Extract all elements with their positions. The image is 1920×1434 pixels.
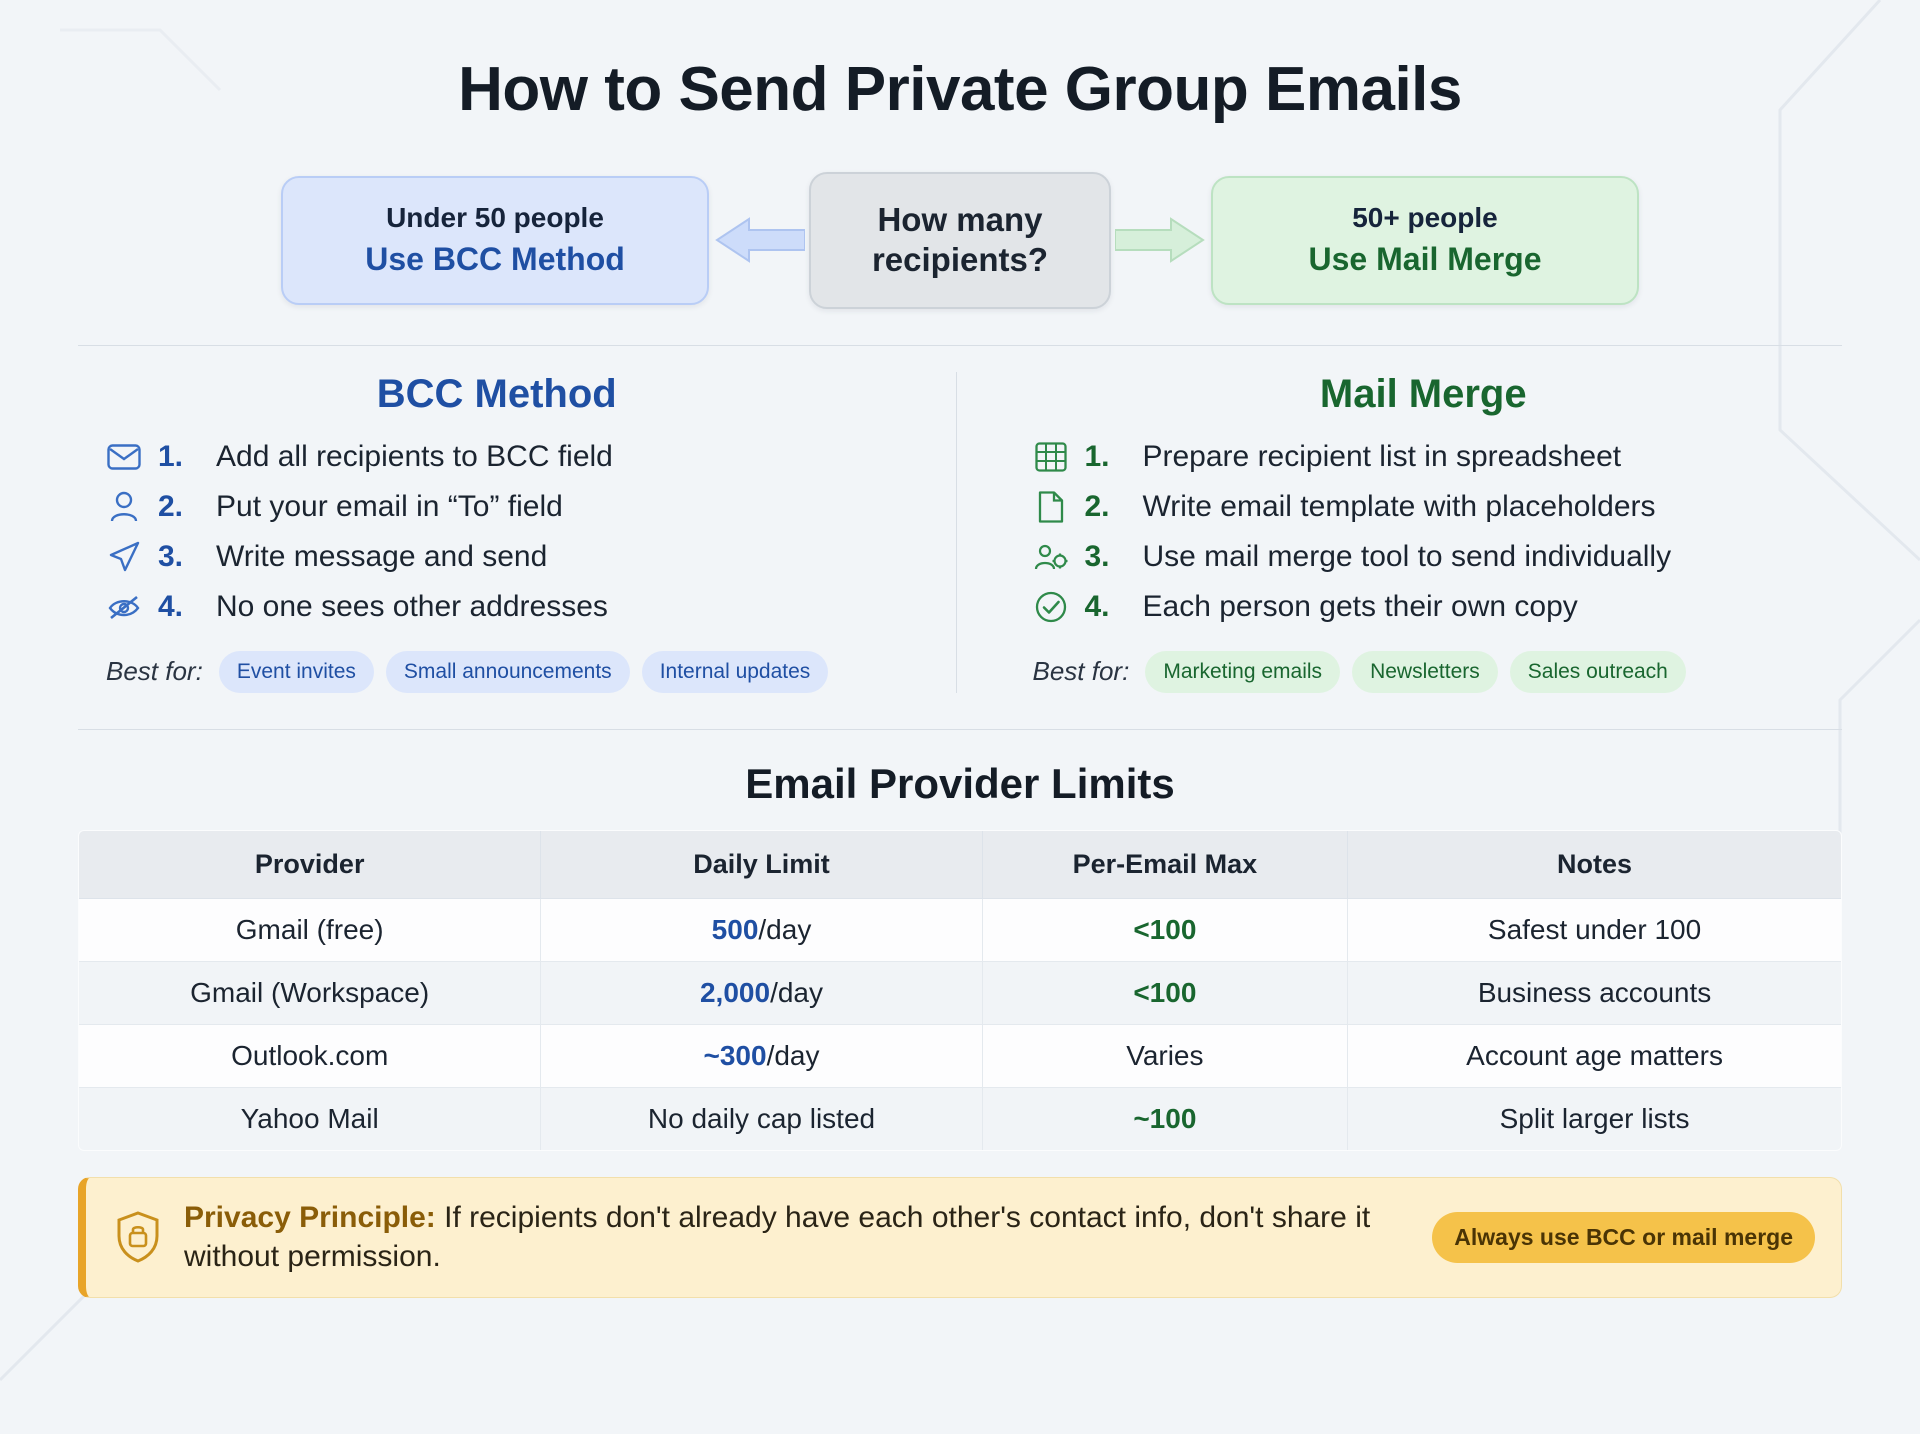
cell-per-email-max — [982, 898, 1347, 961]
method-mailmerge-step-3 — [1005, 539, 1843, 575]
privacy-principle-callout — [78, 1177, 1842, 1298]
envelope-icon — [106, 439, 142, 475]
bestfor-chip: Newsletters — [1352, 651, 1498, 693]
table-row — [79, 961, 1842, 1024]
cell-per-email-max — [982, 961, 1347, 1024]
step-number: 1. — [1084, 439, 1110, 473]
step-number: 3. — [158, 539, 184, 573]
method-mailmerge-step-2 — [1005, 489, 1843, 525]
table-row — [79, 1087, 1842, 1150]
cell-daily-limit — [541, 1087, 982, 1150]
step-text: Use mail merge tool to send individually — [1142, 539, 1672, 573]
daily-suffix: No daily cap listed — [647, 1102, 876, 1134]
bestfor-chip: Event invites — [219, 651, 374, 693]
table-row — [79, 898, 1842, 961]
method-mailmerge-title: Mail Merge — [1319, 371, 1527, 416]
table-header-row — [79, 830, 1842, 898]
method-bcc-step-2 — [78, 489, 916, 525]
method-bcc — [78, 372, 957, 693]
page-title: How to Send Private Group Emails — [458, 55, 1462, 124]
step-text: Write message and send — [216, 539, 548, 573]
cell-provider: Gmail (free) — [79, 898, 541, 961]
bestfor-chip: Small announcements — [386, 651, 630, 693]
decision-bcc-condition: Under 50 people — [386, 202, 604, 234]
callout-text — [184, 1198, 1412, 1277]
decision-question-line2: recipients? — [871, 241, 1049, 279]
bestfor-label: Best for: — [1032, 656, 1130, 687]
bestfor-chip: Marketing emails — [1145, 651, 1340, 693]
per-email-value: ~100 — [1133, 1102, 1197, 1134]
decision-mailmerge-condition: 50+ people — [1352, 202, 1498, 234]
column-header-notes: Notes — [1348, 830, 1842, 898]
per-email-value: <100 — [1133, 976, 1197, 1008]
callout-strong: Privacy Principle: — [184, 1200, 436, 1234]
method-mail-merge — [957, 372, 1843, 693]
cell-daily-limit — [541, 898, 982, 961]
column-header-per-email-max: Per-Email Max — [982, 830, 1347, 898]
cell-daily-limit — [541, 1024, 982, 1087]
send-icon — [106, 539, 142, 575]
step-text: Each person gets their own copy — [1142, 589, 1578, 623]
shield-lock-icon — [112, 1211, 164, 1263]
callout-body: If recipients don't already have each other's contact info, don't share it without permission. — [184, 1200, 1371, 1274]
step-number: 4. — [158, 589, 184, 623]
cell-per-email-max — [982, 1087, 1347, 1150]
cell-daily-limit — [541, 961, 982, 1024]
column-header-daily-limit: Daily Limit — [541, 830, 982, 898]
cell-provider: Yahoo Mail — [79, 1087, 541, 1150]
cell-provider: Gmail (Workspace) — [79, 961, 541, 1024]
cell-provider: Outlook.com — [79, 1024, 541, 1087]
spreadsheet-icon — [1033, 439, 1069, 475]
bestfor-chip: Sales outreach — [1510, 651, 1686, 693]
step-text: No one sees other addresses — [216, 589, 608, 623]
divider-top — [78, 345, 1842, 346]
daily-suffix: /day — [766, 1039, 820, 1071]
step-text: Write email template with placeholders — [1142, 489, 1656, 523]
decision-question-line1: How many — [877, 201, 1043, 239]
daily-suffix: /day — [758, 913, 812, 945]
step-text: Add all recipients to BCC field — [216, 439, 613, 473]
table-row — [79, 1024, 1842, 1087]
step-number: 2. — [158, 489, 184, 523]
email-provider-limits-table — [78, 830, 1842, 1151]
daily-suffix: /day — [770, 976, 823, 1008]
decision-mailmerge-action: Use Mail Merge — [1308, 241, 1542, 278]
cell-notes: Split larger lists — [1348, 1087, 1842, 1150]
bestfor-label: Best for: — [106, 656, 203, 687]
person-icon — [106, 489, 142, 525]
decision-mailmerge-box — [1211, 176, 1639, 305]
per-email-value: <100 — [1133, 913, 1197, 945]
step-number: 3. — [1084, 539, 1110, 573]
cell-notes: Business accounts — [1348, 961, 1842, 1024]
daily-value: 2,000 — [699, 976, 771, 1008]
methods-section — [78, 372, 1842, 693]
method-bcc-step-3 — [78, 539, 916, 575]
daily-value: ~300 — [703, 1039, 767, 1071]
decision-bcc-box — [281, 176, 709, 305]
column-header-provider: Provider — [79, 830, 541, 898]
step-text: Put your email in “To” field — [216, 489, 563, 523]
method-mailmerge-bestfor — [1005, 651, 1843, 693]
decision-flow — [78, 172, 1842, 309]
gear-contacts-icon — [1033, 539, 1069, 575]
check-circle-icon — [1033, 589, 1069, 625]
method-mailmerge-step-1 — [1005, 439, 1843, 475]
method-bcc-title: BCC Method — [376, 371, 617, 416]
cell-per-email-max — [982, 1024, 1347, 1087]
method-bcc-step-1 — [78, 439, 916, 475]
decision-question-box — [809, 172, 1111, 309]
eye-off-icon — [106, 589, 142, 625]
document-icon — [1033, 489, 1069, 525]
method-mailmerge-step-4 — [1005, 589, 1843, 625]
step-number: 2. — [1084, 489, 1110, 523]
step-text: Prepare recipient list in spreadsheet — [1142, 439, 1622, 473]
arrow-right-icon — [1111, 217, 1211, 263]
bestfor-chip: Internal updates — [642, 651, 829, 693]
per-email-value: Varies — [1126, 1039, 1204, 1071]
decision-bcc-action: Use BCC Method — [365, 241, 625, 278]
table-title: Email Provider Limits — [745, 759, 1175, 807]
divider-bottom — [78, 729, 1842, 730]
method-bcc-bestfor — [78, 651, 916, 693]
step-number: 1. — [158, 439, 184, 473]
step-number: 4. — [1084, 589, 1110, 623]
daily-value: 500 — [711, 913, 759, 945]
callout-badge: Always use BCC or mail merge — [1432, 1212, 1815, 1263]
cell-notes: Safest under 100 — [1348, 898, 1842, 961]
cell-notes: Account age matters — [1348, 1024, 1842, 1087]
method-bcc-step-4 — [78, 589, 916, 625]
arrow-left-icon — [709, 217, 809, 263]
